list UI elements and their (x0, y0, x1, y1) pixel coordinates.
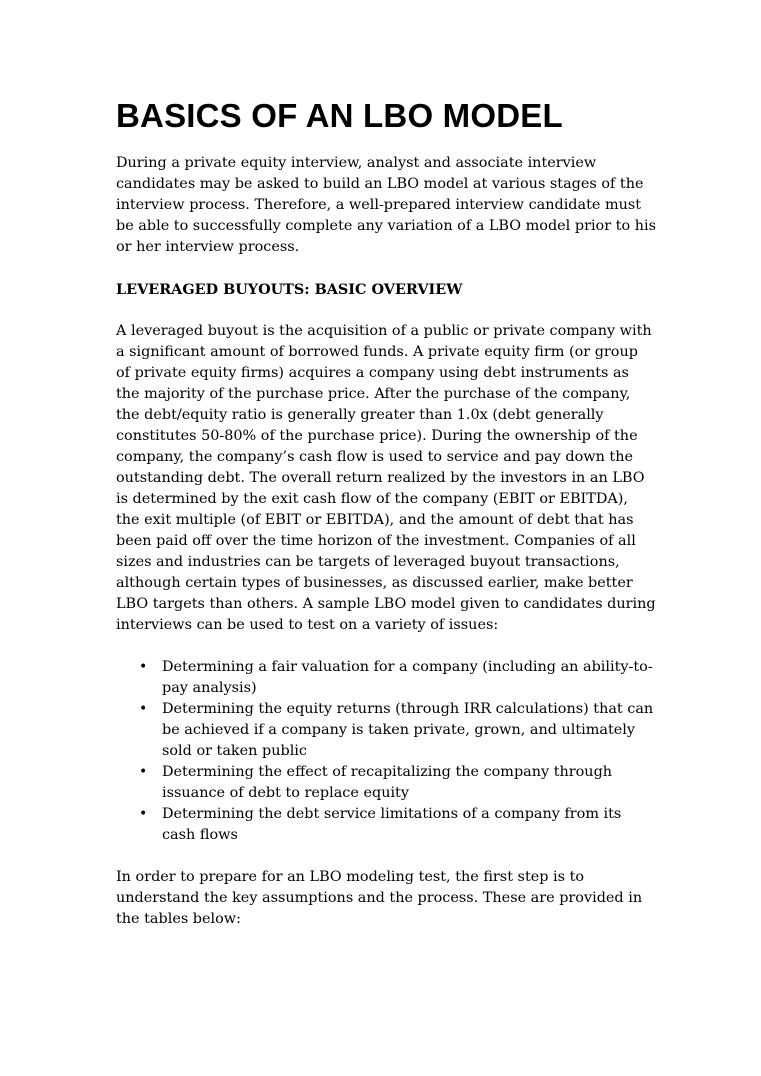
list-item (139, 762, 656, 804)
issues-list (116, 657, 656, 846)
list-item (139, 804, 656, 846)
list-item (139, 699, 656, 762)
list-item (139, 657, 656, 699)
bullet-icon: • (139, 659, 148, 675)
bullet-icon: • (139, 764, 148, 780)
bullet-icon: • (139, 806, 148, 822)
list-item-text: Determining a fair valuation for a company (including an ability-to-pay analysis) (162, 659, 653, 696)
page-title: BASICS OF AN LBO MODEL (116, 97, 563, 134)
bullet-icon: • (139, 701, 148, 717)
list-item-text: Determining the equity returns (through IRR calculations) that can be achieved if a company is taken private, grown, and ultimately sold or taken public (162, 701, 654, 759)
list-item-text: Determining the effect of recapitalizing the company through issuance of debt to replace equity (162, 764, 613, 801)
closing-paragraph: In order to prepare for an LBO modeling test, the first step is to understand the key assumptions and the process. These are provided in the tables below: (116, 869, 643, 927)
list-item-text: Determining the debt service limitations of a company from its cash flows (162, 806, 622, 843)
intro-paragraph: During a private equity interview, analyst and associate interview candidates may be asked to build an LBO model at various stages of the interview process. Therefore, a well-prepared interview candidate must be able to successfully complete any variation of a LBO model prior to his or her interview process. (116, 155, 656, 255)
section-heading: LEVERAGED BUYOUTS: BASIC OVERVIEW (116, 281, 463, 298)
document-page (116, 96, 656, 930)
overview-paragraph: A leveraged buyout is the acquisition of a public or private company with a significant amount of borrowed funds. A private equity firm (or group of private equity firms) acquires a company using debt instruments as the majority of the purchase price. After the purchase of the company, the debt/equity ratio is generally greater than 1.0x (debt generally constitutes 50-80% of the purchase price). During the ownership of the company, the company’s cash flow is used to service and pay down the outstanding debt. The overall return realized by the investors in an LBO is determined by the exit cash flow of the company (EBIT or EBITDA), the exit multiple (of EBIT or EBITDA), and the amount of debt that has been paid off over the time horizon of the investment. Companies of all sizes and industries can be targets of leveraged buyout transactions, although certain types of businesses, as discussed earlier, make better LBO targets than others. A sample LBO model given to candidates during interviews can be used to test on a variety of issues: (116, 323, 656, 633)
